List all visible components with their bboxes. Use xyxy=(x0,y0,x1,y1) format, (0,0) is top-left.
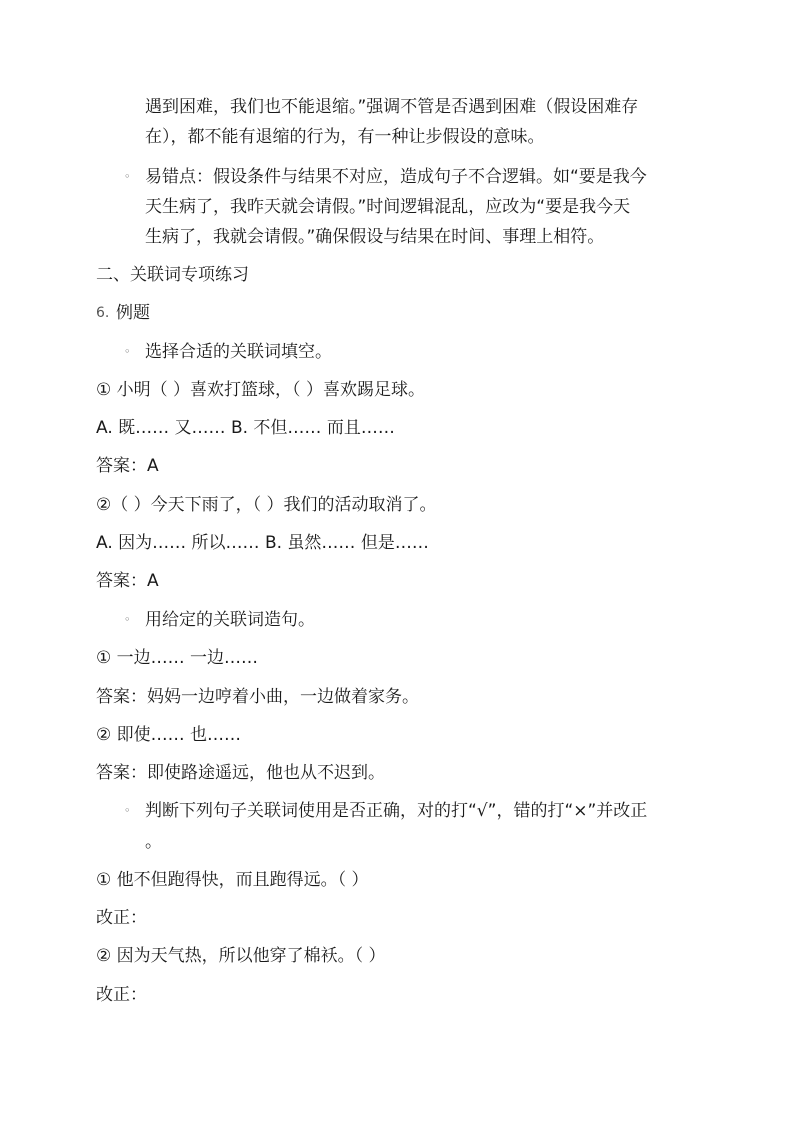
task-instruction: 判断下列句子关联词使用是否正确，对的打“√”，错的打“×”并改正 xyxy=(145,801,648,821)
question-line: ① 小明（ ）喜欢打篮球，（ ）喜欢踢足球。 xyxy=(96,380,425,400)
item-label: 例题 xyxy=(116,303,150,323)
bullet-icon: ◦ xyxy=(124,613,131,626)
answer-line: 答案：A xyxy=(96,456,159,476)
options-line: A. 既…… 又…… B. 不但…… 而且…… xyxy=(96,418,395,438)
paragraph-line: 在），都不能有退缩的行为，有一种让步假设的意味。 xyxy=(145,127,545,147)
prompt-line: ① 一边…… 一边…… xyxy=(96,648,259,668)
paragraph-line: 遇到困难，我们也不能退缩。”强调不管是否遇到困难（假设困难存 xyxy=(145,97,639,117)
paragraph-line: 天生病了，我昨天就会请假。”时间逻辑混乱，应改为“要是我今天 xyxy=(145,197,631,217)
fix-label: 改正： xyxy=(96,985,147,1005)
question-line: ① 他不但跑得快，而且跑得远。（ ） xyxy=(96,870,369,890)
bullet-icon: ◦ xyxy=(124,804,131,817)
question-line: ②（ ）今天下雨了，（ ）我们的活动取消了。 xyxy=(96,495,437,515)
bullet-icon: ◦ xyxy=(124,170,131,183)
answer-line: 答案：即使路途遥远，他也从不迟到。 xyxy=(96,763,385,783)
bullet-icon: ◦ xyxy=(124,345,131,358)
answer-line: 答案：妈妈一边哼着小曲，一边做着家务。 xyxy=(96,687,419,707)
prompt-line: ② 即使…… 也…… xyxy=(96,725,242,745)
task-instruction: 。 xyxy=(145,832,162,852)
paragraph-line: 易错点：假设条件与结果不对应，造成句子不合逻辑。如“要是我今 xyxy=(145,167,647,187)
task-instruction: 选择合适的关联词填空。 xyxy=(145,342,332,362)
section-heading: 二、关联词专项练习 xyxy=(96,265,249,285)
question-line: ② 因为天气热，所以他穿了棉袄。（ ） xyxy=(96,946,386,966)
list-number: 6. xyxy=(96,305,110,321)
answer-line: 答案：A xyxy=(96,571,159,591)
options-line: A. 因为…… 所以…… B. 虽然…… 但是…… xyxy=(96,533,429,553)
fix-label: 改正： xyxy=(96,908,147,928)
paragraph-line: 生病了，我就会请假。”确保假设与结果在时间、事理上相符。 xyxy=(145,227,605,247)
task-instruction: 用给定的关联词造句。 xyxy=(145,610,315,630)
